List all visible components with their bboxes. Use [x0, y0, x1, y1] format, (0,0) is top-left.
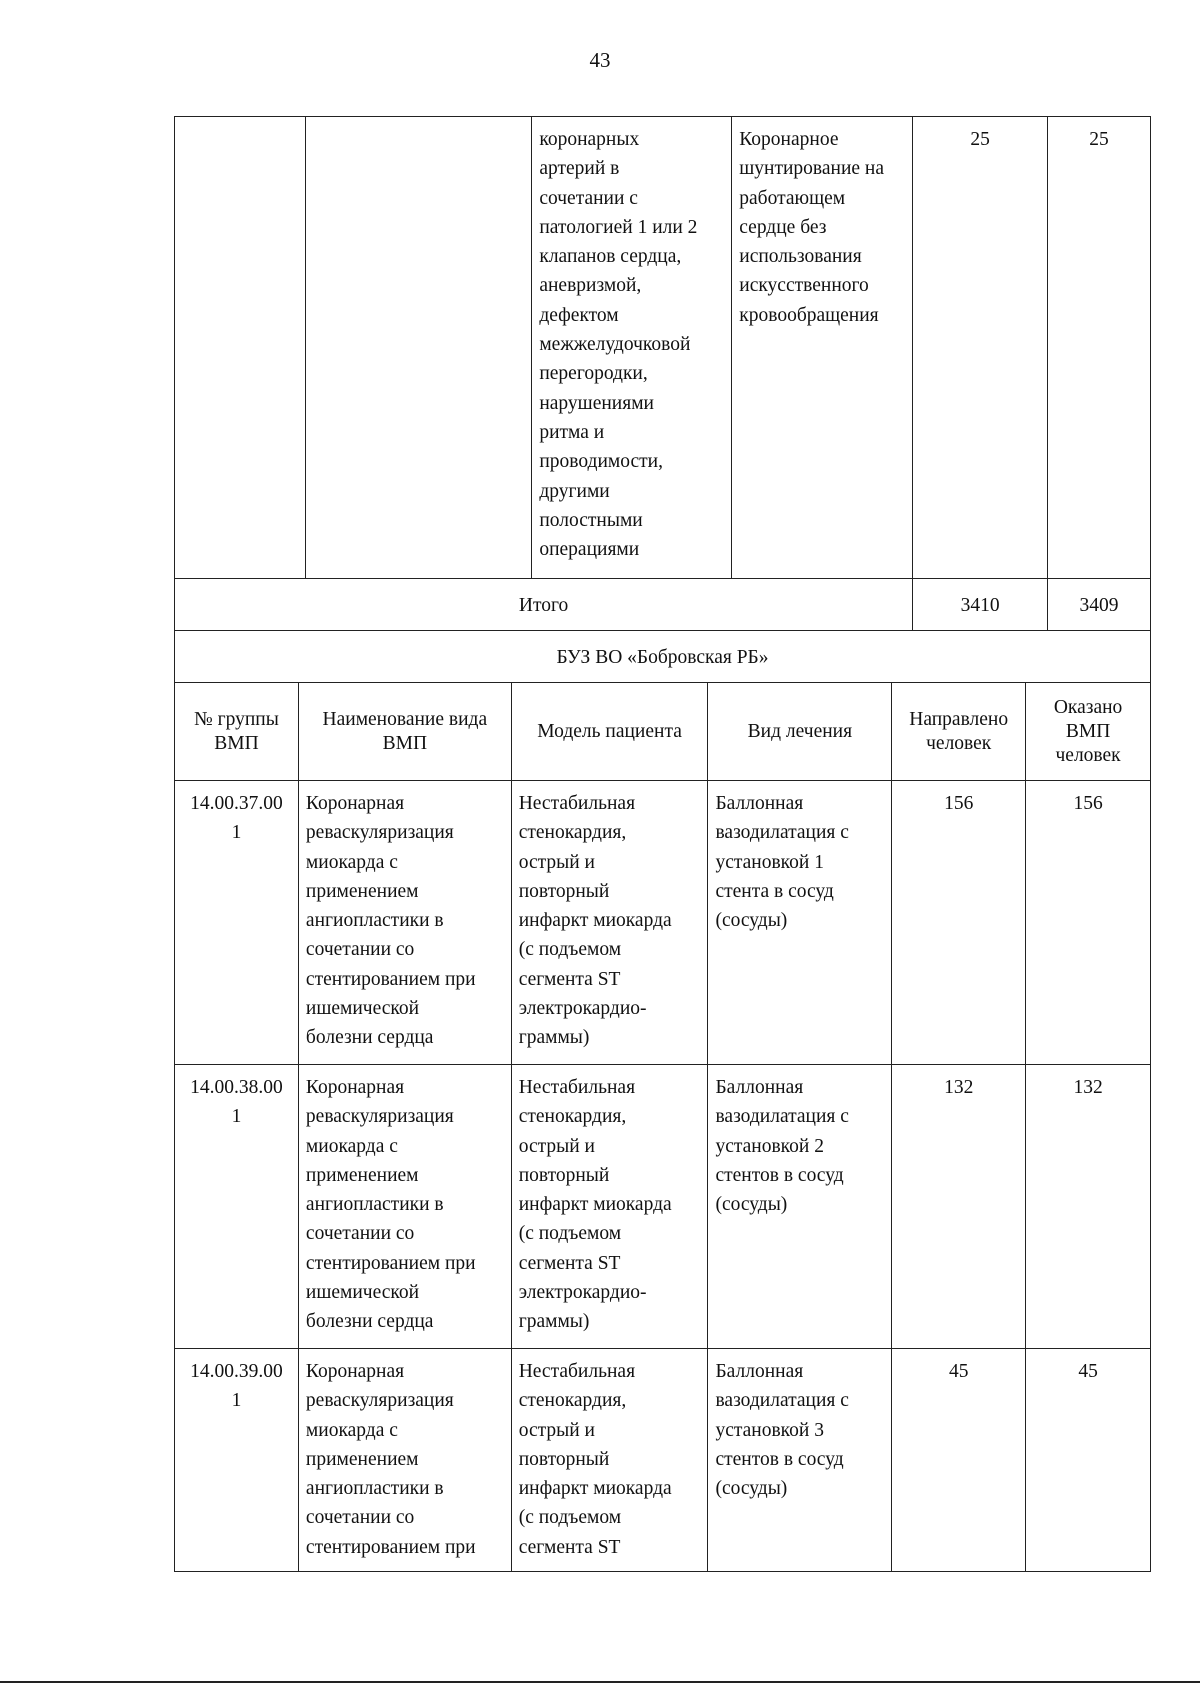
treatment-cell: Баллонная вазодилатация с установкой 3 стентов в сосуд (сосуды) [708, 1349, 892, 1572]
referred-cell: 45 [892, 1349, 1026, 1572]
provided-cell: 45 [1026, 1349, 1151, 1572]
header-name: Наименование вида ВМП [298, 683, 511, 781]
group-cell: 14.00.37.00 1 [175, 781, 299, 1065]
header-model: Модель пациента [511, 683, 708, 781]
total-row [175, 579, 1151, 631]
group-cell [175, 117, 306, 579]
header-referred: Направлено человек [892, 683, 1026, 781]
header-row [175, 683, 1151, 781]
treatment-cell: Коронарное шунтирование на работающем сердце без использования искусственного кровообращения [732, 117, 913, 579]
treatment-cell: Баллонная вазодилатация с установкой 2 стентов в сосуд (сосуды) [708, 1065, 892, 1349]
name-cell: Коронарная реваскуляризация миокарда с применением ангиопластики в сочетании со стентированием при ишемической болезни сердца [298, 1065, 511, 1349]
header-treatment: Вид лечения [708, 683, 892, 781]
total-label: Итого [175, 579, 913, 631]
patient-model-cell: коронарных артерий в сочетании с патологией 1 или 2 клапанов сердца, аневризмой, дефектом межжелудочковой перегородки, нарушениями ритма и проводимости, другими полостными операциями [532, 117, 732, 579]
continuation-row [175, 117, 1151, 579]
institution-table [174, 630, 1151, 1572]
patient-model-cell: Нестабильная стенокардия, острый и повторный инфаркт миокарда (с подъемом сегмента ST электрокардио- граммы) [511, 1065, 708, 1349]
page-bottom-rule [0, 1681, 1200, 1683]
total-provided: 3409 [1048, 579, 1151, 631]
referred-cell: 132 [892, 1065, 1026, 1349]
name-cell [305, 117, 532, 579]
patient-model-cell: Нестабильная стенокардия, острый и повторный инфаркт миокарда (с подъемом сегмента ST электрокардио- граммы) [511, 781, 708, 1065]
header-group: № группы ВМП [175, 683, 299, 781]
table-row [175, 1349, 1151, 1572]
institution-name: БУЗ ВО «Бобровская РБ» [175, 631, 1151, 683]
page-number: 43 [589, 48, 611, 72]
treatment-cell: Баллонная вазодилатация с установкой 1 стента в сосуд (сосуды) [708, 781, 892, 1065]
group-cell: 14.00.39.00 1 [175, 1349, 299, 1572]
referred-cell: 156 [892, 781, 1026, 1065]
table-row [175, 1065, 1151, 1349]
provided-cell: 25 [1048, 117, 1151, 579]
table-row [175, 781, 1151, 1065]
provided-cell: 156 [1026, 781, 1151, 1065]
header-provided: Оказано ВМП человек [1026, 683, 1151, 781]
name-cell: Коронарная реваскуляризация миокарда с применением ангиопластики в сочетании со стентированием при ишемической болезни сердца [298, 781, 511, 1065]
provided-cell: 132 [1026, 1065, 1151, 1349]
total-referred: 3410 [913, 579, 1048, 631]
name-cell: Коронарная реваскуляризация миокарда с применением ангиопластики в сочетании со стентированием при [298, 1349, 511, 1572]
group-cell: 14.00.38.00 1 [175, 1065, 299, 1349]
institution-row [175, 631, 1151, 683]
referred-cell: 25 [913, 117, 1048, 579]
continuation-table [174, 116, 1151, 631]
patient-model-cell: Нестабильная стенокардия, острый и повторный инфаркт миокарда (с подъемом сегмента ST [511, 1349, 708, 1572]
